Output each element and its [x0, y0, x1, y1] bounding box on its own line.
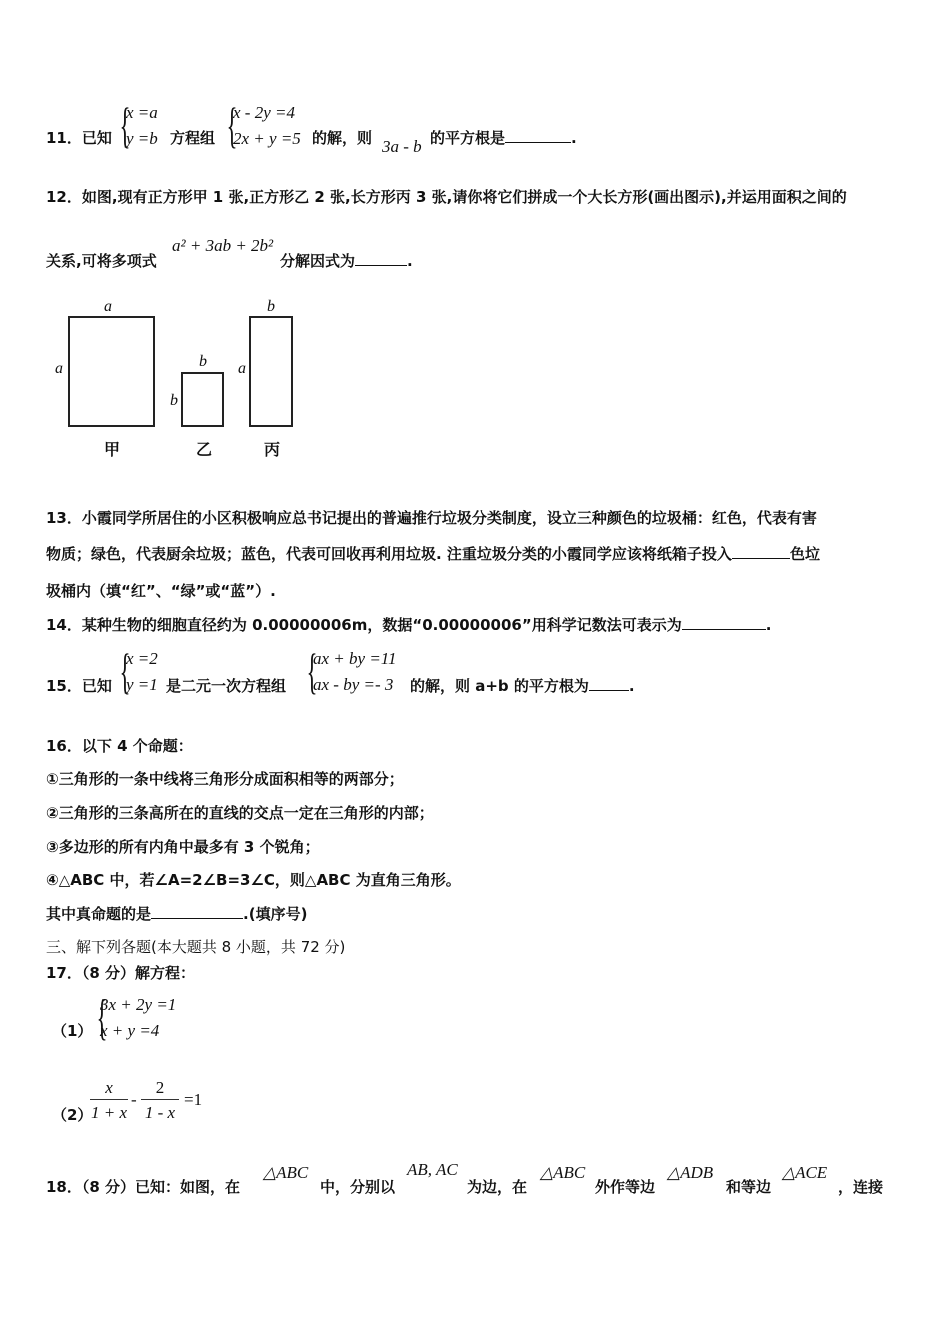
q17-frac1-den: 1 + x [90, 1103, 128, 1122]
q17-frac1-num: x [105, 1078, 113, 1097]
bing-top-label: b [267, 298, 275, 315]
q17-p1-eq1: 3x + 2y =1 [100, 995, 177, 1014]
q12-line2-prefix: 关系,可将多项式 [46, 252, 157, 270]
q15-system-1 [126, 646, 158, 698]
q12-polynomial: a² + 3ab + 2b² [172, 236, 274, 255]
q16-answer-suffix: .(填序号) [243, 905, 308, 923]
yi-left-label: b [170, 392, 178, 409]
q18-triangle-abc-1: △ABC [263, 1163, 309, 1182]
q18-mid1: 中，分别以 [320, 1178, 396, 1196]
q17-p1-eq2: x + y =4 [100, 1021, 160, 1040]
bing-name: 丙 [264, 440, 281, 459]
q11-end: . [571, 129, 577, 147]
q17-system [100, 992, 176, 1044]
q16-answer-line [46, 903, 307, 924]
q11-suffix-text: 的平方根是 [430, 129, 506, 147]
q13-line2-suffix: 色垃 [789, 545, 820, 563]
q11-sys2-eq2: 2x + y =5 [233, 129, 301, 148]
q11-suffix [430, 127, 577, 148]
q14-prefix: 14．某种生物的细胞直径约为 0.00000006m，数据“0.00000006”用科学记数法可表示为 [46, 616, 682, 634]
q13-line2-prefix: 物质；绿色，代表厨余垃圾；蓝色，代表可回收再利用垃圾. 注重垃圾分类的小霞同学应该将纸箱子投入 [46, 545, 732, 563]
rect-bing [249, 316, 293, 427]
q14-answer-blank[interactable] [682, 615, 766, 630]
q15-suffix [410, 675, 635, 696]
q15-prefix: 15．已知 [46, 677, 112, 695]
q13-line2 [46, 543, 820, 564]
q18-triangle-abc-2: △ABC [540, 1163, 586, 1182]
q17-part1-label: （1） [52, 1022, 93, 1040]
square-yi [181, 372, 224, 427]
q15-sys2-eq1: ax + by =11 [313, 649, 397, 668]
q11-after: 的解，则 [312, 129, 373, 147]
q12-end: . [407, 252, 413, 270]
q13-answer-blank[interactable] [732, 544, 790, 559]
square-jia [68, 316, 155, 427]
q15-mid: 是二元一次方程组 [166, 677, 287, 695]
q15-answer-blank[interactable] [589, 676, 629, 691]
section-3-heading: 三、解下列各题(本大题共 8 小题，共 72 分) [46, 938, 346, 956]
q17-brace: { [96, 989, 108, 1045]
q12-line1: 12．如图,现有正方形甲 1 张,正方形乙 2 张,长方形丙 3 张,请你将它们拼成一个大长方形(画出图示),并运用面积之间的 [46, 188, 847, 206]
q11-mid: 方程组 [170, 129, 216, 147]
q18-mid3: 外作等边 [595, 1178, 656, 1196]
q12-suffix [280, 250, 413, 271]
q15-brace-2: { [306, 643, 318, 699]
q11-system-2 [233, 100, 301, 152]
q12-suffix-text: 分解因式为 [280, 252, 356, 270]
q18-prefix: 18．（8 分）已知：如图，在 [46, 1178, 241, 1196]
bing-left-label: a [238, 360, 246, 377]
q11-expr: 3a - b [382, 137, 422, 156]
q15-sys1-eq2: y =1 [126, 675, 158, 694]
q16-item-3: ③多边形的所有内角中最多有 3 个锐角； [46, 838, 320, 856]
q18-triangle-adb: △ADB [667, 1163, 714, 1182]
q15-brace-1: { [119, 643, 131, 699]
q16-item-4: ④△ABC 中，若∠A=2∠B=3∠C，则△ABC 为直角三角形。 [46, 871, 461, 889]
q11-sys2-eq1: x - 2y =4 [233, 103, 295, 122]
jia-top-label: a [104, 298, 112, 315]
yi-name: 乙 [196, 440, 213, 459]
q14-line [46, 614, 771, 635]
q17-frac1-bar [90, 1099, 128, 1100]
q18-suffix: ，连接 [838, 1178, 884, 1196]
q13-line1: 13．小霞同学所居住的小区积极响应总书记提出的普遍推行垃圾分类制度，设立三种颜色的垃圾桶：红色，代表有害 [46, 509, 817, 527]
q17-title: 17．（8 分）解方程： [46, 964, 196, 982]
q16-item-1: ①三角形的一条中线将三角形分成面积相等的两部分； [46, 770, 404, 788]
q17-frac2-num: 2 [155, 1078, 165, 1097]
yi-top-label: b [199, 353, 207, 370]
q16-answer-prefix: 其中真命题的是 [46, 905, 152, 923]
q17-frac2-bar [141, 1099, 179, 1100]
q17-rhs: =1 [184, 1090, 203, 1109]
q12-line2 [46, 250, 157, 271]
q11-sys1-eq1: x =a [126, 103, 158, 122]
q11-brace-1: { [119, 97, 131, 153]
jia-left-label: a [55, 360, 63, 377]
q11-answer-blank[interactable] [505, 128, 571, 143]
q11-system-1 [126, 100, 158, 152]
q15-end: . [628, 677, 635, 695]
q16-item-2: ②三角形的三条高所在的直线的交点一定在三角形的内部； [46, 804, 434, 822]
q17-minus: - [131, 1090, 137, 1109]
q16-title: 16．以下 4 个命题： [46, 737, 193, 755]
q14-end: . [765, 616, 772, 634]
q15-sys1-eq1: x =2 [126, 649, 158, 668]
q12-answer-blank[interactable] [355, 251, 407, 266]
q16-answer-blank[interactable] [151, 904, 243, 919]
q11-prefix: 11．已知 [46, 129, 112, 147]
jia-name: 甲 [104, 440, 121, 459]
q15-sys2-eq2: ax - by =- 3 [313, 675, 394, 694]
q13-line3: 圾桶内（填“红”、“绿”或“蓝”）. [46, 582, 276, 600]
q17-frac2-den: 1 - x [144, 1103, 176, 1122]
q15-system-2 [313, 646, 397, 698]
q11-sys1-eq2: y =b [126, 129, 158, 148]
q18-mid2: 为边，在 [467, 1178, 528, 1196]
q18-mid4: 和等边 [726, 1178, 772, 1196]
q18-triangle-ace: △ACE [782, 1163, 828, 1182]
q11-brace-2: { [226, 97, 238, 153]
q15-suffix-text: 的解，则 a+b 的平方根为 [410, 677, 589, 695]
q18-sides: AB, AC [407, 1160, 458, 1179]
q17-part2-label: （2） [52, 1106, 93, 1124]
